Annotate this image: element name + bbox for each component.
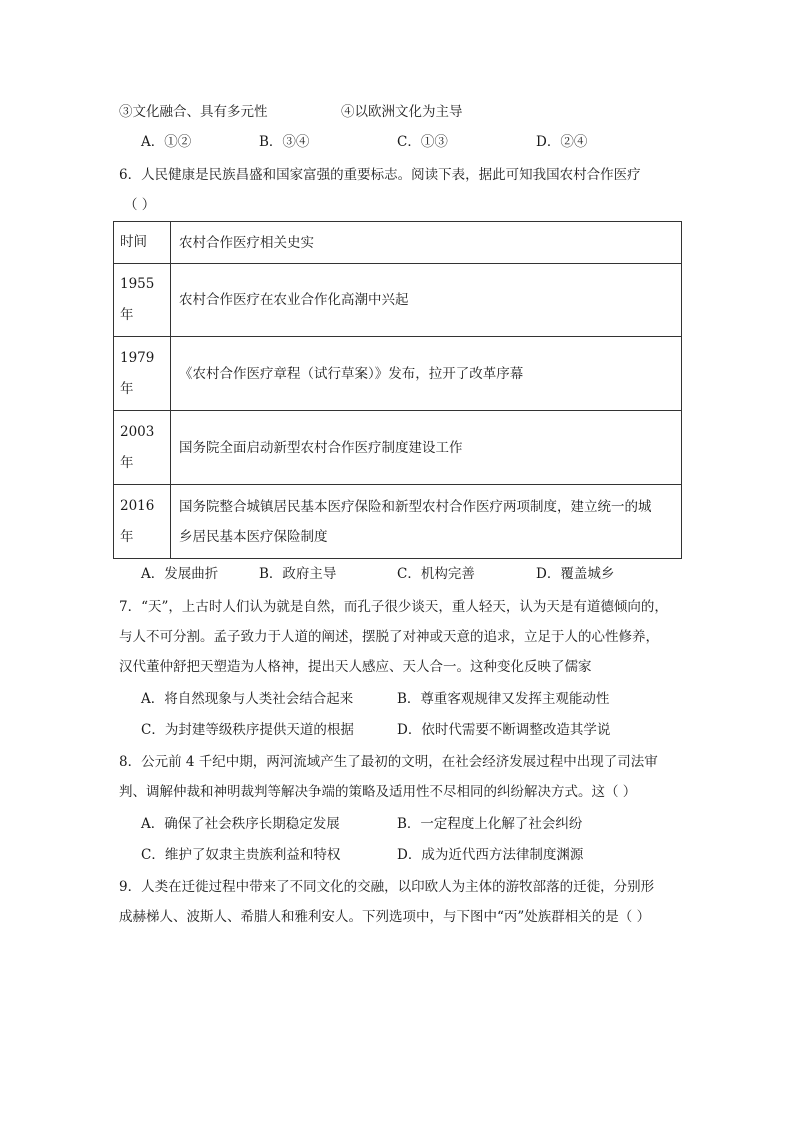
table-cell-fact: 国务院全面启动新型农村合作医疗制度建设工作: [171, 411, 682, 485]
q5-statement-3: ③文化融合、具有多元性: [119, 104, 268, 120]
table-row: [114, 485, 682, 559]
q8-option-a[interactable]: A．确保了社会秩序长期稳定发展: [141, 816, 340, 832]
q8-option-b[interactable]: B．一定程度上化解了社会纠纷: [397, 816, 583, 832]
q5-option-b[interactable]: B．③④: [259, 134, 310, 150]
fact-line-2: 乡居民基本医疗保险制度: [179, 528, 328, 545]
q6-option-b[interactable]: B．政府主导: [259, 566, 337, 582]
q7-option-a[interactable]: A．将自然现象与人类社会结合起来: [141, 691, 354, 707]
table-cell-fact: [171, 485, 682, 559]
table-cell-fact: 农村合作医疗在农业合作化高潮中兴起: [171, 264, 682, 337]
q5-option-a[interactable]: A．①②: [141, 134, 192, 150]
table-header-row: [114, 222, 682, 264]
table-header-time: 时间: [114, 222, 171, 264]
table-row: [114, 411, 682, 485]
year-unit: 年: [120, 307, 134, 323]
year-number: 1979: [120, 349, 155, 366]
year-number: 2003: [120, 423, 155, 440]
q7-option-c[interactable]: C．为封建等级秩序提供天道的根据: [141, 722, 354, 738]
q5-option-d[interactable]: D．②④: [536, 134, 588, 150]
table-cell-fact: 《农村合作医疗章程（试行草案）》发布，拉开了改革序幕: [171, 337, 682, 411]
q6-option-a[interactable]: A．发展曲折: [141, 566, 219, 582]
q6-option-d[interactable]: D．覆盖城乡: [536, 566, 615, 582]
fact-line-1: 国务院整合城镇居民基本医疗保险和新型农村合作医疗两项制度，建立统一的城: [179, 498, 652, 515]
table-row: [114, 264, 682, 337]
year-unit: 年: [120, 528, 134, 545]
q8-stem-line-1: 8．公元前 4 千纪中期，两河流域产生了最初的文明，在社会经济发展过程中出现了司法审: [119, 754, 658, 770]
table-cell-year: [114, 411, 171, 485]
q9-stem-line-1: 9．人类在迁徙过程中带来了不同文化的交融，以印欧人为主体的游牧部落的迁徙，分别形: [119, 879, 655, 895]
q5-statement-4: ④以欧洲文化为主导: [341, 104, 463, 120]
q8-option-d[interactable]: D．成为近代西方法律制度渊源: [397, 847, 584, 863]
q8-stem-line-2: 判、调解仲裁和神明裁判等解决争端的策略及适用性不尽相同的纠纷解决方式。这（ ）: [119, 784, 637, 800]
q8-option-c[interactable]: C．维护了奴隶主贵族利益和特权: [141, 847, 341, 863]
q6-stem-line-2: （ ）: [124, 197, 156, 213]
q6-stem-line-1: 6．人民健康是民族昌盛和国家富强的重要标志。阅读下表，据此可知我国农村合作医疗: [119, 167, 641, 183]
year-number: 1955: [120, 276, 155, 292]
year-number: 2016: [120, 497, 155, 514]
q9-stem-line-2: 成赫梯人、波斯人、希腊人和雅利安人。下列选项中，与下图中“丙”处族群相关的是（ ）: [119, 909, 651, 925]
q7-stem-line-2: 与人不可分割。孟子致力于人道的阐述，摆脱了对神或天意的追求，立足于人的心性修养，: [119, 629, 659, 645]
year-unit: 年: [120, 380, 134, 397]
q7-option-b[interactable]: B．尊重客观规律又发挥主观能动性: [397, 691, 610, 707]
table-cell-year: [114, 337, 171, 411]
table-header-facts: 农村合作医疗相关史实: [171, 222, 682, 264]
q6-history-table: [113, 221, 682, 559]
table-row: [114, 337, 682, 411]
table-cell-year: [114, 264, 171, 337]
q7-stem-line-1: 7．“天”，上古时人们认为就是自然，而孔子很少谈天，重人轻天，认为天是有道德倾向的，: [119, 599, 668, 615]
q5-option-c[interactable]: C．①③: [397, 134, 448, 150]
q7-stem-line-3: 汉代董仲舒把天塑造为人格神，提出天人感应、天人合一。这种变化反映了儒家: [119, 659, 592, 675]
table-cell-year: [114, 485, 171, 559]
year-unit: 年: [120, 454, 134, 471]
q6-option-c[interactable]: C．机构完善: [397, 566, 475, 582]
q7-option-d[interactable]: D．依时代需要不断调整改造其学说: [397, 722, 611, 738]
